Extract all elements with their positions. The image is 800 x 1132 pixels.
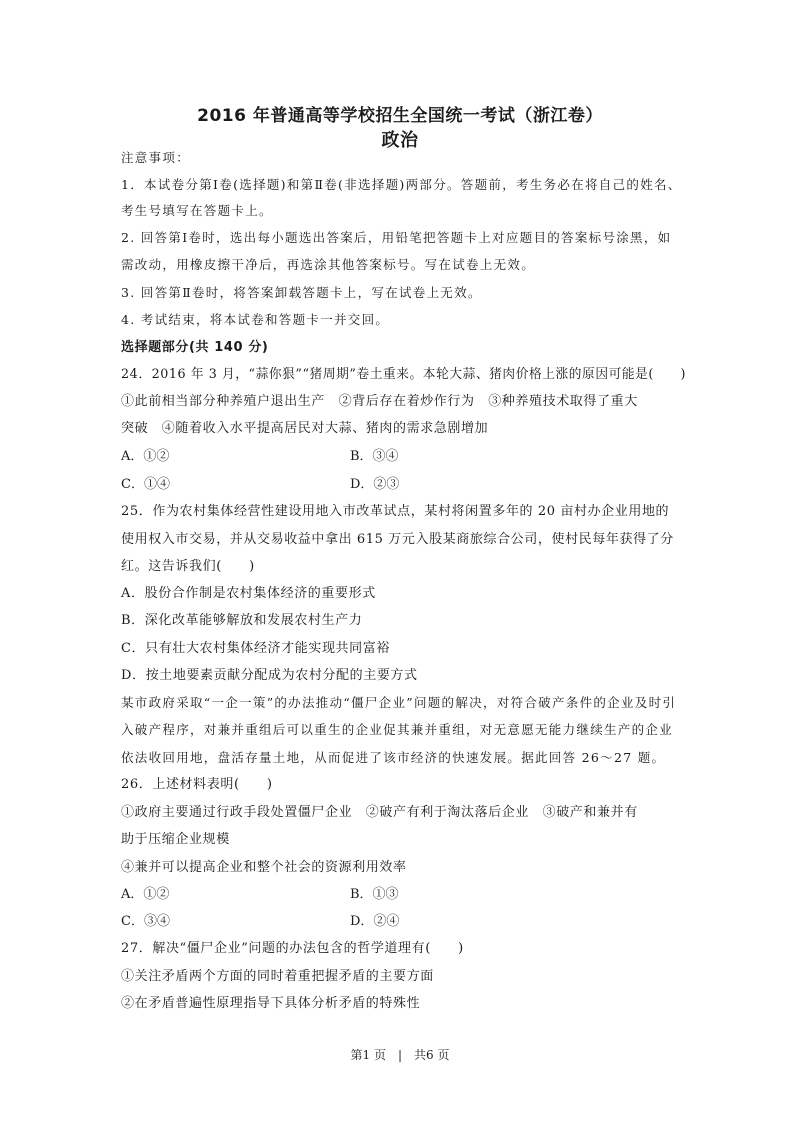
material-line-3: 依法收回用地，盘活存量土地，从而促进了该市经济的快速发展。据此回答 26～27 题。	[121, 750, 666, 765]
q26-options-row-2	[121, 914, 686, 930]
q26-items-line-3: ④兼并可以提高企业和整个社会的资源利用效率	[121, 860, 407, 875]
q24-stem: 24．2016 年 3 月，“蒜你狠”“猪周期”卷土重来。本轮大蒜、猪肉价格上涨的原因可能是( )	[121, 367, 687, 382]
q24-option-b: B．③④	[350, 449, 399, 464]
q26-options-row-1	[121, 887, 686, 903]
q24-option-c: C．①④	[121, 477, 170, 492]
q24-options-row-1	[121, 449, 686, 465]
notice-item-1-line-1: 1．本试卷分第Ⅰ卷(选择题)和第Ⅱ卷(非选择题)两部分。答题前，考生务必在将自己的姓名、	[121, 177, 682, 192]
section-heading: 选择题部分(共 140 分)	[121, 340, 269, 355]
q24-option-d: D．②③	[350, 477, 400, 492]
q26-option-b: B．①③	[350, 887, 399, 902]
q25-stem-line-2: 使用权入市交易，并从交易收益中拿出 615 万元入股某商旅综合公司，使村民每年获得了分	[121, 532, 674, 547]
exam-title: 2016 年普通高等学校招生全国统一考试（浙江卷）	[197, 106, 603, 126]
q26-option-a: A．①②	[121, 887, 170, 902]
notice-item-2-line-2: 需改动，用橡皮擦干净后，再选涂其他答案标号。写在试卷上无效。	[121, 257, 536, 272]
q25-option-b: B．深化改革能够解放和发展农村生产力	[121, 613, 363, 628]
q26-items-line-1: ①政府主要通过行政手段处置僵尸企业 ②破产有利于淘汰落后企业 ③破产和兼并有	[121, 805, 638, 820]
q26-option-c: C．③④	[121, 914, 170, 929]
q24-items-line-1: ①此前相当部分种养殖户退出生产 ②背后存在着炒作行为 ③种养殖技术取得了重大	[121, 394, 638, 409]
q25-option-c: C．只有壮大农村集体经济才能实现共同富裕	[121, 641, 390, 656]
q27-item-2: ②在矛盾普遍性原理指导下具体分析矛盾的特殊性	[121, 996, 421, 1011]
q27-item-1: ①关注矛盾两个方面的同时着重把握矛盾的主要方面	[121, 969, 434, 984]
q27-stem: 27．解决“僵尸企业”问题的办法包含的哲学道理有( )	[121, 941, 464, 956]
q25-option-d: D．按土地要素贡献分配成为农村分配的主要方式	[121, 668, 418, 683]
material-line-2: 入破产程序，对兼并重组后可以重生的企业促其兼并重组，对无意愿无能力继续生产的企业	[121, 722, 674, 737]
q26-option-d: D．②④	[350, 914, 400, 929]
page-footer: 第1 页 | 共6 页	[350, 1048, 450, 1062]
notice-item-3: 3. 回答第Ⅱ卷时，将答案卸载答题卡上，写在试卷上无效。	[121, 285, 482, 300]
notice-item-2-line-1: 2. 回答第Ⅰ卷时，选出每小题选出答案后，用铅笔把答题卡上对应题目的答案标号涂黑，如	[121, 230, 672, 245]
q26-stem: 26．上述材料表明( )	[121, 777, 273, 792]
notice-item-4: 4. 考试结束，将本试卷和答题卡一并交回。	[121, 312, 390, 327]
material-line-1: 某市政府采取“一企一策”的办法推动“僵尸企业”问题的解决，对符合破产条件的企业及时引	[121, 695, 677, 710]
q26-items-line-2: 助于压缩企业规模	[121, 832, 230, 847]
q24-options-row-2	[121, 477, 686, 493]
q25-stem-line-3: 红。这告诉我们( )	[121, 559, 255, 574]
notice-item-1-line-2: 考生号填写在答题卡上。	[121, 203, 273, 218]
exam-subject: 政治	[381, 130, 419, 151]
q24-option-a: A．①②	[121, 449, 170, 464]
q24-items-line-2: 突破 ④随着收入水平提高居民对大蒜、猪肉的需求急剧增加	[121, 421, 489, 436]
q25-stem-line-1: 25．作为农村集体经营性建设用地入市改革试点，某村将闲置多年的 20 亩村办企业用地的	[121, 504, 670, 519]
q25-option-a: A．股份合作制是农村集体经济的重要形式	[121, 586, 376, 601]
notice-heading: 注意事项：	[121, 150, 191, 165]
